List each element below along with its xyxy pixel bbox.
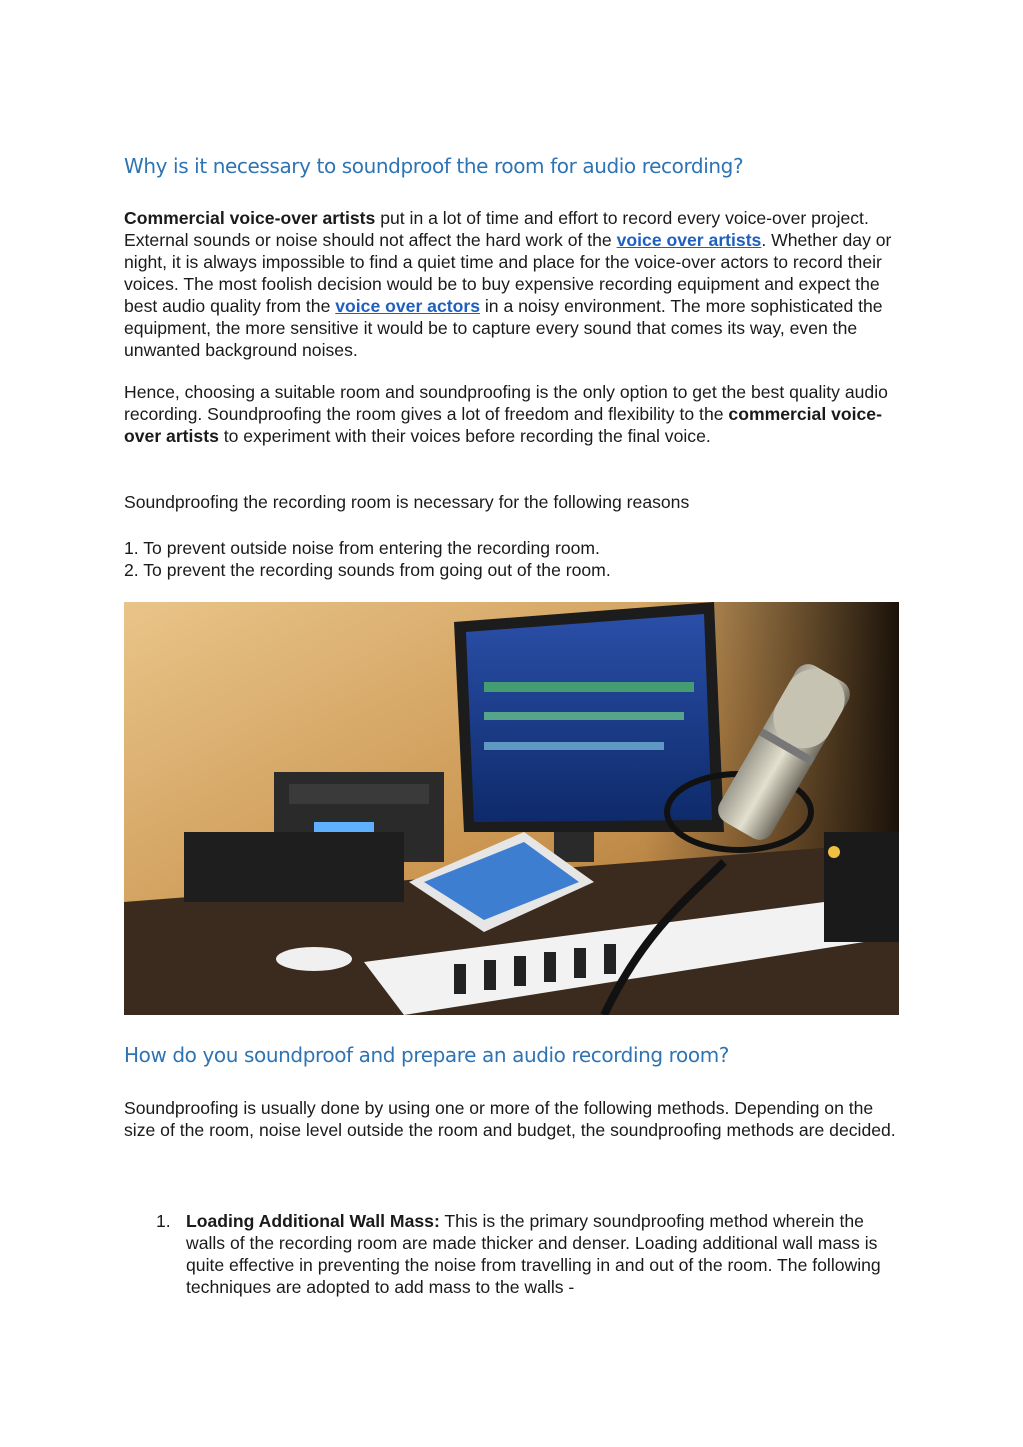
paragraph-intro-text-b: . Whether day or night, it is always impossible to find a quiet time and place for the voice-over actors to record their voices. The most foolish decision would be to buy expensive recording equipment and expect the best audio quality from the — [124, 230, 892, 316]
paragraph-hence-text-a: Hence, choosing a suitable room and soundproofing is the only option to get the best quality audio recording. Soundproofing the room gives a lot of freedom and flexibility to the — [124, 382, 888, 424]
reason-item-2: 2. To prevent the recording sounds from going out of the room. — [124, 560, 611, 580]
method-item-title: Loading Additional Wall Mass: — [186, 1211, 440, 1231]
link-voice-over-artists[interactable]: voice over artists — [616, 230, 762, 250]
link-voice-over-actors[interactable]: voice over actors — [335, 296, 480, 316]
section-heading-why: Why is it necessary to soundproof the room for audio recording? — [124, 154, 744, 178]
method-item-wall-mass — [186, 1210, 902, 1298]
paragraph-hence-text-b: to experiment with their voices before recording the final voice. — [218, 426, 711, 446]
paragraph-intro — [124, 207, 902, 361]
reason-item-1: 1. To prevent outside noise from entering the recording room. — [124, 538, 600, 558]
paragraph-reasons-intro: Soundproofing the recording room is necessary for the following reasons — [124, 492, 690, 512]
bold-commercial-voice-over-artists-2: commercial voice-over artists — [124, 404, 882, 446]
method-list-number: 1. — [156, 1211, 171, 1231]
section-heading-how: How do you soundproof and prepare an audio recording room? — [124, 1043, 729, 1067]
method-item-text: This is the primary soundproofing method wherein the walls of the recording room are made thicker and denser. Loading additional wall mass is quite effective in preventing the noise from travelling in and out of the room. The following techniques are adopted to add mass to the walls - — [186, 1211, 881, 1297]
studio-photo — [124, 602, 899, 1015]
paragraph-intro-text-a: put in a lot of time and effort to record every voice-over project. External sounds or noise should not affect the hard work of the — [124, 208, 869, 250]
paragraph-hence — [124, 381, 902, 447]
paragraph-intro-text-c: in a noisy environment. The more sophisticated the equipment, the more sensitive it would be to capture every sound that comes its way, even the unwanted background noises. — [124, 296, 883, 360]
bold-commercial-voice-over-artists: Commercial voice-over artists — [124, 208, 376, 228]
studio-photo-illustration — [124, 602, 899, 1015]
paragraph-methods-intro: Soundproofing is usually done by using one or more of the following methods. Depending on the size of the room, noise level outside the room and budget, the soundproofing methods are decided. — [124, 1098, 896, 1140]
